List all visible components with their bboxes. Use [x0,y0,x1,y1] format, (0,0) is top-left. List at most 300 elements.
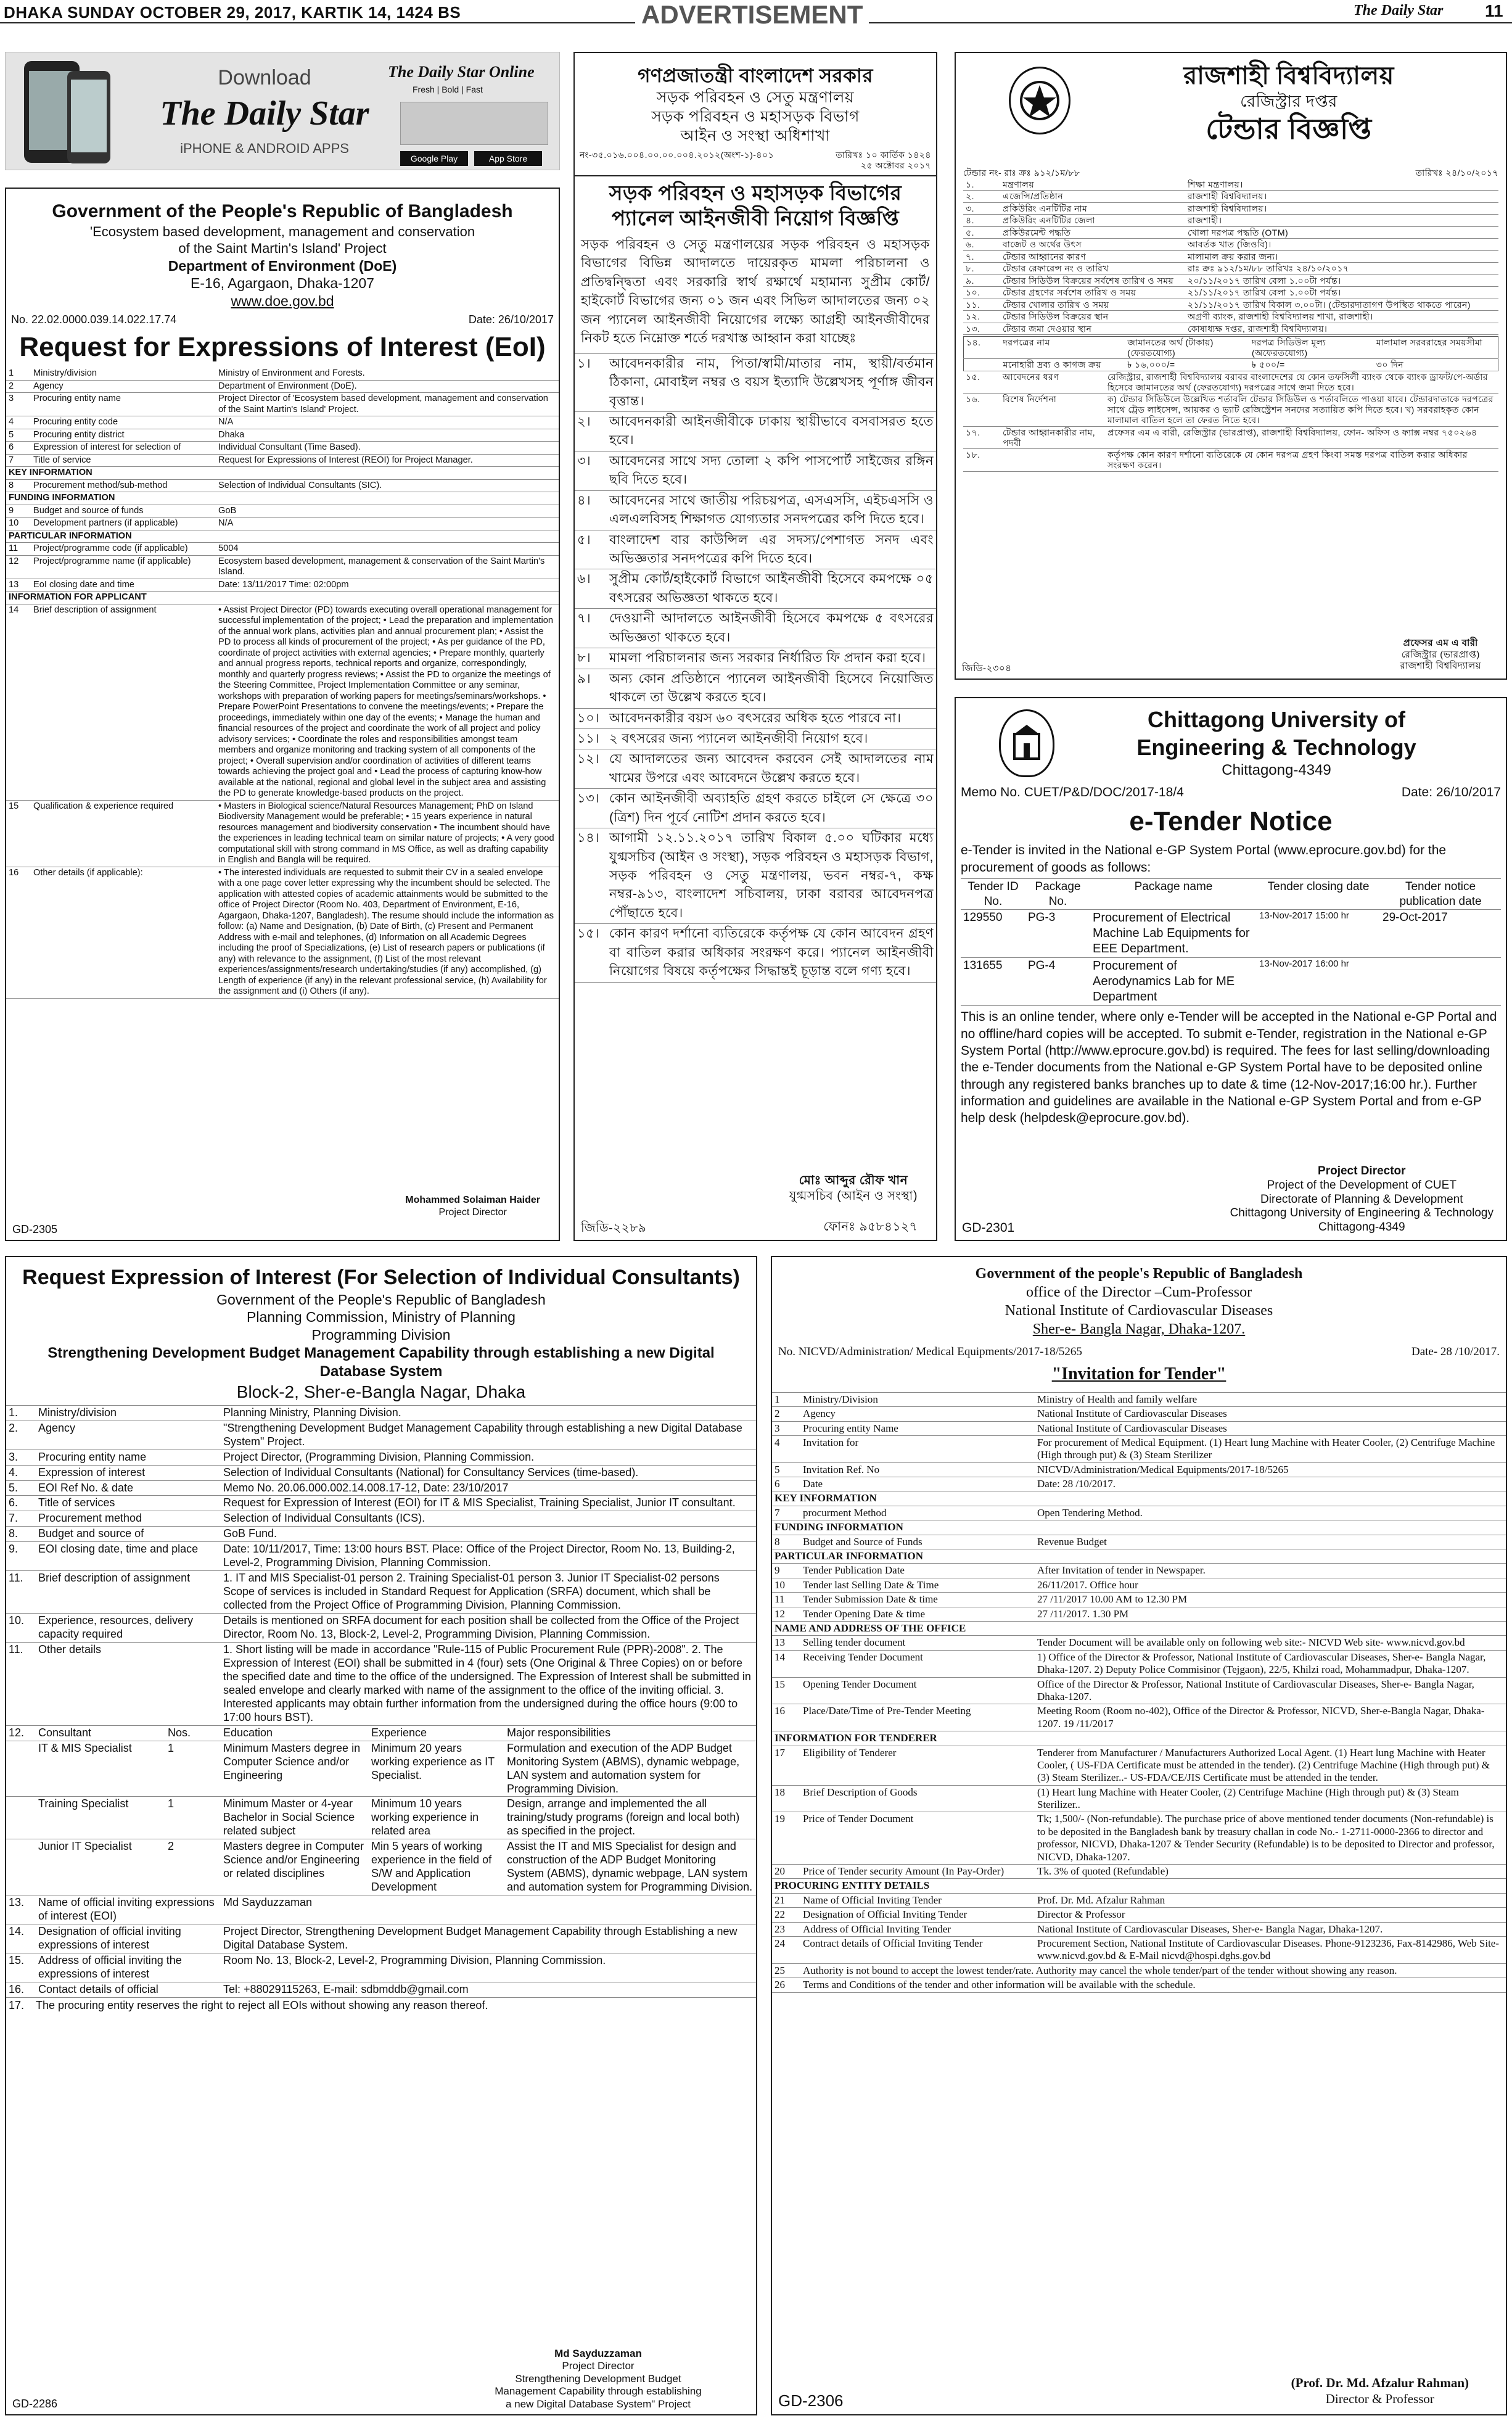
table-row [772,1421,1506,1435]
table-row [6,579,559,592]
table-row [772,1407,1506,1421]
row-number: ১২. [963,311,1000,323]
table-row [6,442,559,455]
table-row [772,1785,1506,1812]
row-value: Ministry of Environment and Forests. [216,368,559,380]
raj-td-0: মনোহারী দ্রব্য ও কাগজ ক্রয় [1001,359,1125,371]
row-number: 24 [772,1936,800,1963]
plan-s5: a new Digital Database System" Project [506,2398,691,2410]
row-number: 8 [772,1535,800,1549]
item-number: ১৩। [575,789,607,828]
masthead-mini: The Daily Star [1354,2,1444,19]
row-number: 15. [6,1953,36,1982]
item-text: বাংলাদেশ বার কাউন্সিল এর সদস্য/পেশাগত সনদ এবং অভিজ্ঞতার সনদপত্রের কপি দিতে হবে। [607,530,936,569]
row-label: Price of Tender security Amount (In Pay-Order) [800,1865,1035,1879]
rajshahi-terms: ১৫. আবেদনের ধরণ রেজিস্ট্রার, রাজশাহী বিশ্ববিদ্যালয় বরাবর বাংলাদেশের যে কোন তফসিলী ব্যাংক থেকে ব্যাংক ড্রাফট/পে-অর্ডার হিসেবে জামানতের অর্থ (ফেরতযোগ্য) দরপত্রের সাথে জমা দিতে হবে। ১৬. বিশেষ নির্দেশনা ক) টেন্ডার সিডিউলে উল্লেখিত শর্তাবলি টেন্ডার সিডিউল ও শর্তাবলিতে পাওয়া যাবে। টেন্ডারদাতাকে দরপত্রের সাথে ট্রেড লাইসেন্স, আয়কর ও ভ্যাট রেজিস্ট্রেশন সনদের সত্যায়িত কপি দিতে হবে। খ) সরবরাহকৃত কোন মালামাল বাতিল হলে তা ফেরত নিতে হবে। ১৭. টেন্ডার আহ্বানকারীর নাম, পদবী প্রফেসর এম এ বারী, রেজিস্ট্রার (ভারপ্রাপ্ত), রাজশাহী বিশ্ববিদ্যালয়, ফোন- অফিস ও ফ্যাক্স নম্বর ৭৫০২৬৪ ১৮. কর্তৃপক্ষ কোন কারণ দর্শানো ব্যতিরেকে যে কোন দরপত্র গ্রহণ কিংবা সমস্ত দরপত্র বাতিল করার অধিকার সংরক্ষণ করেন। [963,371,1498,472]
row-label: Budget and source of funds [31,505,216,518]
raj-th-0: দরপত্রের নাম [1001,337,1125,359]
table-row [6,1465,756,1480]
row-number: 23 [772,1922,800,1936]
table-row [6,867,559,998]
table-row [963,215,1498,227]
raj-td-3: ৩০ দিন [1374,359,1498,371]
doe-website[interactable]: www.doe.gov.bd [231,293,334,309]
row-value: মালামাল ক্রয় করার জন্য। [1185,250,1498,263]
list-item [575,530,936,569]
table-row [6,1405,756,1421]
item-number: ৯। [575,669,607,708]
consultant-edu: Minimum Master or 4-year Bachelor in Social Science related subject [221,1797,369,1839]
consultant-nos: 1 [165,1797,221,1839]
row-label: Brief description of assignment [31,604,216,800]
row-number: 26 [772,1978,800,1992]
row-label: Name of Official Inviting Tender [800,1893,1035,1907]
cuet-r1-id: 131655 [961,958,1025,1006]
nicvd-l1: Government of the people's Republic of Bangladesh [975,1266,1303,1282]
row-label: বাজেট ও অর্থের উৎস [1000,239,1185,251]
list-item [575,828,936,924]
cuet-th-2: Package name [1090,878,1257,910]
apps-label: iPHONE & ANDROID APPS [180,141,349,156]
cuet-date: Date: 26/10/2017 [1401,785,1501,799]
cuet-r0-pub: 29-Oct-2017 [1380,910,1501,958]
raj-r16: ক) টেন্ডার সিডিউলে উল্লেখিত শর্তাবলি টেন্ডার সিডিউল ও শর্তাবলিতে পাওয়া যাবে। টেন্ডারদাতাকে দরপত্রের সাথে ট্রেড লাইসেন্স, আয়কর ও ভ্যাট রেজিস্ট্রেশন সনদের সত্যায়িত কপি দিতে হবে। খ) সরবরাহকৃত কোন মালামাল বাতিল হলে তা ফেরত নিতে হবে। [1105,394,1498,426]
section-heading: NAME AND ADDRESS OF THE OFFICE [772,1622,1506,1636]
row-value: রাঃ ক্রঃ ৯১২/১ম/৮৮ তারিখঃ ২৪/১০/২০১৭ [1185,263,1498,275]
row-label: Procuring entity Name [800,1421,1035,1435]
plan-l1: Government of the People's Republic of Bangladesh [216,1291,546,1308]
rajshahi-memo: টেন্ডার নং- রাঃ ক্রঃ ৯১২/১ম/৮৮ [963,168,1080,178]
row-value: Tk; 1,500/- (Non-refundable). The purchase price of above mentioned tender documents (Non-refundable) is to be deposited in the Bangladesh bank by treasury challan in code No.- 1-2711-0000-2366 to director and professor, NICVD, Dhaka-1207 & Tender Security (Refundable) is to be deposited to Director and professor, NICVD, Dhaka-1207. [1035,1812,1506,1865]
row-label: Qualification & experience required [31,800,216,867]
section-heading: INFORMATION FOR APPLICANT [6,592,559,604]
table-row [963,323,1498,335]
table-row [6,393,559,416]
plan-l2: Planning Commission, Ministry of Planning [247,1309,516,1326]
bd-wing: আইন ও সংস্থা অধিশাখা [680,127,831,145]
row-number: 3 [772,1421,800,1435]
item-number: ৩। [575,451,607,490]
raj-signer: প্রফেসর এম এ বারী [1403,637,1478,648]
row-number: 4. [6,1465,36,1480]
section-heading: KEY INFORMATION [6,467,559,480]
table-row [6,1614,756,1643]
plan-s4: Management Capability through establishing [495,2385,702,2398]
cuet-r0-pkg: PG-3 [1025,910,1090,958]
plan-table [6,1405,756,1726]
row-label: টেন্ডার সিডিউল বিক্রয়ের সর্বশেষ তারিখ ও সময় [1000,274,1185,287]
cuet-th-4: Tender notice publication date [1380,878,1501,910]
row-label: টেন্ডার সিডিউল বিক্রয়ের স্থান [1000,311,1185,323]
row-number: 14 [6,604,31,800]
row-number: 22 [772,1908,800,1922]
row-label: Authority is not bound to accept the lowest tender/rate. Authority may cancel the whole tender/part of the tender without showing any reason. [800,1963,1506,1978]
app-promo-banner[interactable] [5,52,560,170]
cuet-intro: e-Tender is invited in the National e-GP System Portal (www.eprocure.gov.bd) for the procurement of goods as follows: [961,843,1447,875]
table-row [772,1812,1506,1865]
row-number: ৩. [963,202,1000,215]
row-label: Place/Date/Time of Pre-Tender Meeting [800,1704,1035,1731]
row-number: ২. [963,191,1000,203]
row-value: Revenue Budget [1035,1535,1506,1549]
cuet-th-1: Package No. [1025,878,1090,910]
row-label: Budget and Source of Funds [800,1535,1035,1549]
table-row [772,1392,1506,1406]
list-item [575,789,936,828]
cuet-r0-close: 13-Nov-2017 15:00 hr [1257,910,1380,958]
row-label: Invitation Ref. No [800,1462,1035,1477]
row-value: Individual Consultant (Time Based). [216,442,559,455]
doe-eoi-ad [5,188,560,1241]
row-label: Agency [800,1407,1035,1421]
table-row [6,1741,756,1797]
row-number: 8. [6,1527,36,1542]
row-number: 9. [6,1542,36,1571]
item-number: ১০। [575,708,607,728]
row-label: Agency [36,1421,221,1450]
row-value: Memo No. 20.06.000.002.14.008.17-12, Date: 23/10/2017 [221,1480,756,1496]
row-label: Ministry/division [36,1405,221,1421]
rajshahi-date: তারিখঃ ২৪/১০/২০১৭ [1415,168,1498,178]
row-label: মন্ত্রণালয় [1000,179,1185,191]
cuet-s3: Directorate of Planning & Development [1260,1192,1463,1206]
row-label: প্রকিউরিং এনটিটির নাম [1000,202,1185,215]
table-row [6,1982,756,1997]
raj-r15: রেজিস্ট্রার, রাজশাহী বিশ্ববিদ্যালয় বরাবর বাংলাদেশের যে কোন তফসিলী ব্যাংক থেকে ব্যাংক ড্রাফট/পে-অর্ডার হিসেবে জামানতের অর্থ (ফেরতযোগ্য) দরপত্রের সাথে জমা দিতে হবে। [1105,371,1498,394]
row-value: ২১/১১/২০১৭ তারিখ বেলা ১.০০টা পর্যন্ত। [1185,287,1498,299]
plan-ch-0: 12. [6,1726,36,1741]
row-value: Md Sayduzzaman [221,1895,756,1924]
table-row [6,518,559,530]
table-row [963,299,1498,311]
section-heading: FUNDING INFORMATION [772,1520,1506,1535]
consultant-name: Training Specialist [36,1797,165,1839]
row-value: খোলা দরপত্র পদ্ধতি (OTM) [1185,226,1498,239]
row-value: ২০/১১/২০১৭ তারিখ বেলা ১.০০টা পর্যন্ত। [1185,274,1498,287]
table-row [772,1506,1506,1520]
consultant-exp: Minimum 10 years working experience in related area [369,1797,504,1839]
table-row [772,1607,1506,1621]
section-heading: PROCURING ENTITY DETAILS [772,1879,1506,1893]
rajshahi-office: রেজিস্ট্রার দপ্তর [1240,92,1337,110]
table-row [6,429,559,442]
app-store-badge[interactable]: App Store [474,151,542,166]
item-text: আগামী ১২.১১.২০১৭ তারিখ বিকাল ৫.০০ ঘটিকার মধ্যে যুগ্মসচিব (আইন ও সংস্থা), সড়ক পরিবহন ও মহাসড়ক বিভাগ, সড়ক পরিবহন ও সেতু মন্ত্রণালয়, ভবন নম্বর-৭, কক্ষ নম্বর-৯১৩, বাংলাদেশ সচিবালয়, ঢাকা বরাবর আবেদনপত্র পৌঁছাতে হবে। [607,828,936,924]
table-row [961,910,1501,958]
doe-department: Department of Environment (DoE) [168,257,397,274]
raj-th-2: দরপত্র সিডিউল মূল্য (অফেরতযোগ্য) [1249,337,1374,359]
table-row [6,1496,756,1511]
row-label: Designation of Official Inviting Tender [800,1908,1035,1922]
table-row [6,479,559,492]
row-value: Dhaka [216,429,559,442]
row-value: Office of the Director & Professor, National Institute of Cardiovascular Diseases, Sher-e- Bangla Nagar, Dhaka-1207. [1035,1677,1506,1704]
row-value: Date: 28 /10/2017. [1035,1477,1506,1491]
row-number: 7 [772,1506,800,1520]
row-label: টেন্ডার খোলার তারিখ ও সময় [1000,299,1185,311]
bd-date1: তারিখঃ ১০ কার্তিক ১৪২৪ [836,149,931,160]
raj-td-1: ৳ ১৬,০০০/= [1125,359,1249,371]
list-item [575,648,936,669]
row-label: Tender Publication Date [800,1564,1035,1578]
item-text: কোন আইনজীবী অব্যাহতি গ্রহণ করতে চাইলে সে ক্ষেত্রে ৩০ (ত্রিশ) দিন পূর্বে নোটিশ প্রদান করতে হবে। [607,789,936,828]
row-label: Designation of official inviting expressions of interest [36,1924,221,1953]
bd-ministry: সড়ক পরিবহন ও সেতু মন্ত্রণালয় [656,88,855,106]
row-value: Selection of Individual Consultants (National) for Consultancy Services (time-based). [221,1465,756,1480]
plan-ch-4: Experience [369,1726,504,1741]
row-value: Room No. 13, Block-2, Level-2, Programming Division, Planning Commission. [221,1953,756,1982]
row-value: Request for Expression of Interest (EOI) for IT & MIS Specialist, Training Specialist, Junior IT consultant. [221,1496,756,1511]
plan-consultant-table [6,1726,756,1895]
doe-signer: Mohammed Solaiman Haider [405,1195,540,1205]
item-number: ১৪। [575,828,607,924]
bd-date2: ২৫ অক্টোবর ২০১৭ [860,160,931,170]
row-value: Director & Professor [1035,1908,1506,1922]
doe-eoi-table [6,368,559,999]
raj-signer-org: রাজশাহী বিশ্ববিদ্যালয় [1400,661,1481,672]
row-number: 13 [6,579,31,592]
item-text: সুপ্রীম কোর্ট/হাইকোর্ট বিভাগে আইনজীবী হিসেবে কমপক্ষে ০৫ বৎসরের অভিজ্ঞতা থাকতে হবে। [607,569,936,609]
plan-l3: Programming Division [311,1327,451,1343]
list-item [575,569,936,609]
table-row [6,1421,756,1450]
doe-project-line1: 'Ecosystem based development, management and conservation [89,223,475,239]
cuet-s2: Project of the Development of CUET [1267,1178,1457,1192]
row-label: procurment Method [800,1506,1035,1520]
bd-intro: সড়ক পরিবহন ও সেতু মন্ত্রণালয়ের সড়ক পরিবহন ও মহাসড়ক বিভাগের বিভিন্ন আদালতে দায়েরকৃত মামলা পরিচালনা ও প্রতিদ্বন্দ্বিতা এবং সরকারি স্বার্থ রক্ষার্থে মহামান্য সুপ্রীম কোর্ট/হাইকোর্ট বিভাগের জন্য ০১ জন এবং সিভিল আদালতের জন্য ০২ জন প্যানেল আইনজীবী নিয়োগের লক্ষ্যে আগ্রহী আইনজীবীদের নিকট হতে নিম্নোক্ত শর্তে দরখাস্ত আহ্বান করা যাচ্ছেঃ [581,237,930,346]
row-number: 3. [6,1450,36,1465]
nicvd-tender-ad [771,1256,1507,2415]
nicvd-date: Date- 28 /10/2017. [1411,1345,1500,1358]
section-row [6,492,559,505]
table-row [963,179,1498,191]
plan-s2: Project Director [562,2360,635,2372]
raj-td-2: ৳ ৫০০/= [1249,359,1374,371]
item-number: ১১। [575,728,607,749]
cuet-r1-name: Procurement of Aerodynamics Lab for ME Department [1090,958,1257,1006]
consultant-resp: Assist the IT and MIS Specialist for design and construction of the ADP Budget Monitoring System (ABMS), dynamic webpage, LAN system and automation system for Programming Division. [504,1839,756,1895]
doe-date: Date: 26/10/2017 [468,313,554,326]
row-number: 13. [6,1895,36,1924]
table-row [963,239,1498,251]
nicvd-s2: Director & Professor [1325,2391,1434,2406]
item-text: মামলা পরিচালনার জন্য সরকার নির্ধারিত ফি প্রদান করা হবে। [607,648,936,669]
table-row [6,1895,756,1924]
row-value: GoB [216,505,559,518]
section-row [772,1622,1506,1636]
table-row [6,543,559,556]
row-value: Department of Environment (DoE). [216,380,559,393]
row-value: শিক্ষা মন্ত্রণালয়। [1185,179,1498,191]
cuet-r0-id: 129550 [961,910,1025,958]
consultant-name: IT & MIS Specialist [36,1741,165,1797]
plan-s1: Md Sayduzzaman [554,2348,642,2360]
rajshahi-table [963,179,1498,336]
row-label: Procurement method [36,1511,221,1527]
table-row [772,1865,1506,1879]
item-number: ৪। [575,490,607,530]
row-label: টেন্ডার গ্রহণের সর্বশেষ তারিখ ও সময় [1000,287,1185,299]
rajshahi-title: টেন্ডার বিজ্ঞপ্তি [1206,112,1372,145]
row-number: ৮. [963,263,1000,275]
list-item [575,728,936,749]
row-label: Tender Submission Date & time [800,1593,1035,1607]
item-number: ৬। [575,569,607,609]
item-number: ২। [575,411,607,451]
row-number: 16 [6,867,31,998]
row-number: 11. [6,1571,36,1614]
table-row [963,226,1498,239]
row-number: 21 [772,1893,800,1907]
plan-r17: The procuring entity reserves the right to reject all EOIs without showing any reason thereof. [36,1998,488,2011]
row-number: 19 [772,1812,800,1865]
section-heading: KEY INFORMATION [772,1491,1506,1506]
section-row [6,530,559,543]
row-value: রাজশাহী বিশ্ববিদ্যালয়। [1185,202,1498,215]
row-label: Other details (if applicable): [31,867,216,998]
row-number: 4 [772,1435,800,1462]
cuet-name1: Chittagong University of [1147,707,1405,732]
row-value: আবর্তক খাত (জিওবি)। [1185,239,1498,251]
tagline: Fresh | Bold | Fast [413,85,483,94]
row-label: Ministry/division [31,368,216,380]
table-row [963,263,1498,275]
row-value: রাজশাহী বিশ্ববিদ্যালয়। [1185,191,1498,203]
row-number: 2 [6,380,31,393]
row-value: Tk. 3% of quoted (Refundable) [1035,1865,1506,1879]
row-value: Date: 10/11/2017, Time: 13:00 hours BST. Place: Office of the Project Director, Room No. 13, Building-2, Level-2, Programming Division, Planning Commission. [221,1542,756,1571]
row-value: Tel: +88029115263, E-mail: sdbmddb@gmail.com [221,1982,756,1997]
plan-ch-5: Major responsibilities [504,1726,756,1741]
row-label: Procuring entity name [31,393,216,416]
table-row [772,1636,1506,1650]
row-number: ১১. [963,299,1000,311]
row-value: NICVD/Administration/Medical Equipments/2017-18/5265 [1035,1462,1506,1477]
row-number: 14. [6,1924,36,1953]
mobile-screen-preview [400,102,548,145]
table-row [6,1480,756,1496]
section-heading: PARTICULAR INFORMATION [6,530,559,543]
row-label: Selling tender document [800,1636,1035,1650]
row-label: Terms and Conditions of the tender and other information will be available with the schedule. [800,1978,1506,1992]
nicvd-l3: National Institute of Cardiovascular Diseases [1005,1303,1273,1319]
consultant-resp: Design, arrange and implemented the all training/study programs (foreign and local both) as specified in the project. [504,1797,756,1839]
list-item [575,451,936,490]
row-number: ১০. [963,287,1000,299]
row-label: Tender last Selling Date & Time [800,1578,1035,1592]
cuet-s1: Project Director [1318,1165,1406,1178]
section-row [6,467,559,480]
row-number: 16. [6,1982,36,1997]
cuet-r0-name: Procurement of Electrical Machine Lab Equipments for EEE Department. [1090,910,1257,958]
row-value: (1) Heart lung Machine with Heater Cooler, (2) Centrifuge Machine (High through put) & (3) Steam Sterilizer.. [1035,1785,1506,1812]
row-value: "Strengthening Development Budget Management Capability through establishing a new Digital Database System" Project. [221,1421,756,1450]
section-label: ADVERTISEMENT [635,0,869,31]
page-header [0,0,1512,29]
google-play-badge[interactable]: Google Play [400,151,468,166]
rajshahi-logo [1009,67,1070,134]
raj-th-1: জামানতের অর্থ (টাকায়) (ফেরতযোগ্য) [1125,337,1249,359]
download-label: Download [218,66,311,89]
row-value: 26/11/2017. Office hour [1035,1578,1506,1592]
row-number: 11. [6,1643,36,1726]
row-label: Contract details of Official Inviting Tender [800,1936,1035,1963]
table-row [6,380,559,393]
row-number: 9 [772,1564,800,1578]
cuet-title: e-Tender Notice [1129,806,1333,837]
doe-memo: No. 22.02.0000.039.14.022.17.74 [11,313,177,326]
rajshahi-items-table: ১৪. দরপত্রের নাম জামানতের অর্থ (টাকায়) (ফেরতযোগ্য) দরপত্র সিডিউল মূল্য (অফেরতযোগ্য) মালামাল সরবরাহের সময়সীমা মনোহারী দ্রব্য ও কাগজ ক্রয় ৳ ১৬,০০০/= ৳ ৫০০/= ৩০ দিন [963,336,1498,371]
cuet-th-0: Tender ID No. [961,878,1025,910]
row-value: For procurement of Medical Equipment. (1) Heart lung Machine with Heater Cooler, (2) Centrifuge Machine (High through put) & (3) Steam Sterilizer [1035,1435,1506,1462]
row-number: 7. [6,1511,36,1527]
table-row [772,1922,1506,1936]
item-number: ৫। [575,530,607,569]
table-row [963,191,1498,203]
row-label: Price of Tender Document [800,1812,1035,1865]
page-number: 11 [1485,1,1503,20]
plan-s3: Strengthening Development Budget [515,2372,681,2385]
plan-gd-number: GD-2286 [12,2397,58,2410]
row-label: Brief description of assignment [36,1571,221,1614]
item-text: ২ বৎসরের জন্য প্যানেল আইনজীবী নিয়োগ হবে। [607,728,936,749]
row-number: 20 [772,1865,800,1879]
table-row [6,1571,756,1614]
table-row [6,368,559,380]
table-row [772,1462,1506,1477]
cuet-gd-number: GD-2301 [962,1220,1015,1235]
row-number: 16 [772,1704,800,1731]
row-value: • Assist Project Director (PD) towards executing overall operational management for successful implementation of the project; • Lead the preparation and implementation of the annual work plans, activities plan and annual procurement plan; • Assist the PD to process all kinds of procurement of the project; • As per guidance of the PD, coordinate of project activities with external agencies; • Prepare monthly, quarterly and annual progress reports, technical reports and organize, correspondingly, monthly and quarterly progress reviews; • Assist the PD to organize the meetings of the Steering Committee, Project Implementation Committee or any seminar, workshops with preparation of working papers for meetings/seminars/workshops. • Prepare PowerPoint Presentations to convene the meetings/events; • Prepare the proceedings, immediately within one day of the events; • Manage the human and financial resources of the project and coordinate the work of all project and policy advisory services; • Coordinate the roles and responsibilities amongst team members and organize monitoring and tracking system of all components of the project; • Overall supervision and/or coordination of activities of different teams towards achieving the project goal and • Lead the process of capturing know-how available at the national, regional and global level in the subject area and assisting the PD to generate knowledge-based products on the project. [216,604,559,800]
bd-division: সড়ক পরিবহন ও মহাসড়ক বিভাগ [651,108,860,125]
plan-ch-3: Education [221,1726,369,1741]
row-label: Budget and source of [36,1527,221,1542]
row-label: Brief Description of Goods [800,1785,1035,1812]
row-value: Selection of Individual Consultants (SIC). [216,479,559,492]
item-number: ১২। [575,749,607,789]
section-row [772,1520,1506,1535]
row-number: 18 [772,1785,800,1812]
row-label: Address of Official Inviting Tender [800,1922,1035,1936]
row-value: ২১/১১/২০১৭ তারিখ বিকাল ৩.০০টা। (টেন্ডারদাতাগণ উপস্থিত থাকতে পারেন) [1185,299,1498,311]
row-number: 7 [6,454,31,467]
plan-l4: Strengthening Development Budget Management Capability through establishing a new Digital Database System [47,1344,715,1380]
row-label: Title of service [31,454,216,467]
row-number: 10. [6,1614,36,1643]
bd-signer-title: যুগ্মসচিব (আইন ও সংস্থা) [789,1189,918,1203]
cuet-etender-ad [955,697,1507,1241]
item-text: যে আদালতের জন্য আবেদন করবেন সেই আদালতের নাম খামের উপরে এবং আবেদনে উল্লেখ করতে হবে। [607,749,936,789]
cuet-name2: Engineering & Technology [1136,735,1416,760]
row-value: Tenderer from Manufacturer / Manufacturers Authorized Local Agent. (1) Heart lung Machine with Heater Cooler, ( US-FDA Certificate must be attended in the tender). (2) Centrifuge Machine (High through put) & (3) Steam Sterilizer..- US-FDA/CE/JIS Certificate must be attended in the tender. [1035,1746,1506,1785]
row-value: Ministry of Health and family welfare [1035,1392,1506,1406]
row-value: অগ্রণী ব্যাংক, রাজশাহী বিশ্ববিদ্যালয় শাখা, রাজশাহী। [1185,311,1498,323]
row-number: 11 [772,1593,800,1607]
cuet-memo: Memo No. CUET/P&D/DOC/2017-18/4 [961,785,1184,799]
nicvd-gd-number: GD-2306 [778,2391,844,2410]
row-number: 1. [6,1405,36,1421]
row-label: Procuring entity name [36,1450,221,1465]
table-row [772,1936,1506,1963]
row-value: 1. IT and MIS Specialist-01 person 2. Training Specialist-01 person 3. Junior IT Specialist-02 persons Scope of services is included in Standard Request for Application (SRFA) document, which shall be collected from the Project Office of Programming Division, Planning Commission. [221,1571,756,1614]
table-row [6,1797,756,1839]
row-value: Ecosystem based development, management & conservation of the Saint Martin's Island. [216,555,559,579]
row-number: 2. [6,1421,36,1450]
bd-memo: নং-৩৫.০১৬.০০৪.০০.০০.০০৪.২০১২(অংশ-১)-৪০১ [580,149,774,160]
row-number: 11 [6,543,31,556]
phone-illustration-2 [67,71,110,163]
raj-th-3: মালামাল সরবরাহের সময়সীমা [1374,337,1498,359]
